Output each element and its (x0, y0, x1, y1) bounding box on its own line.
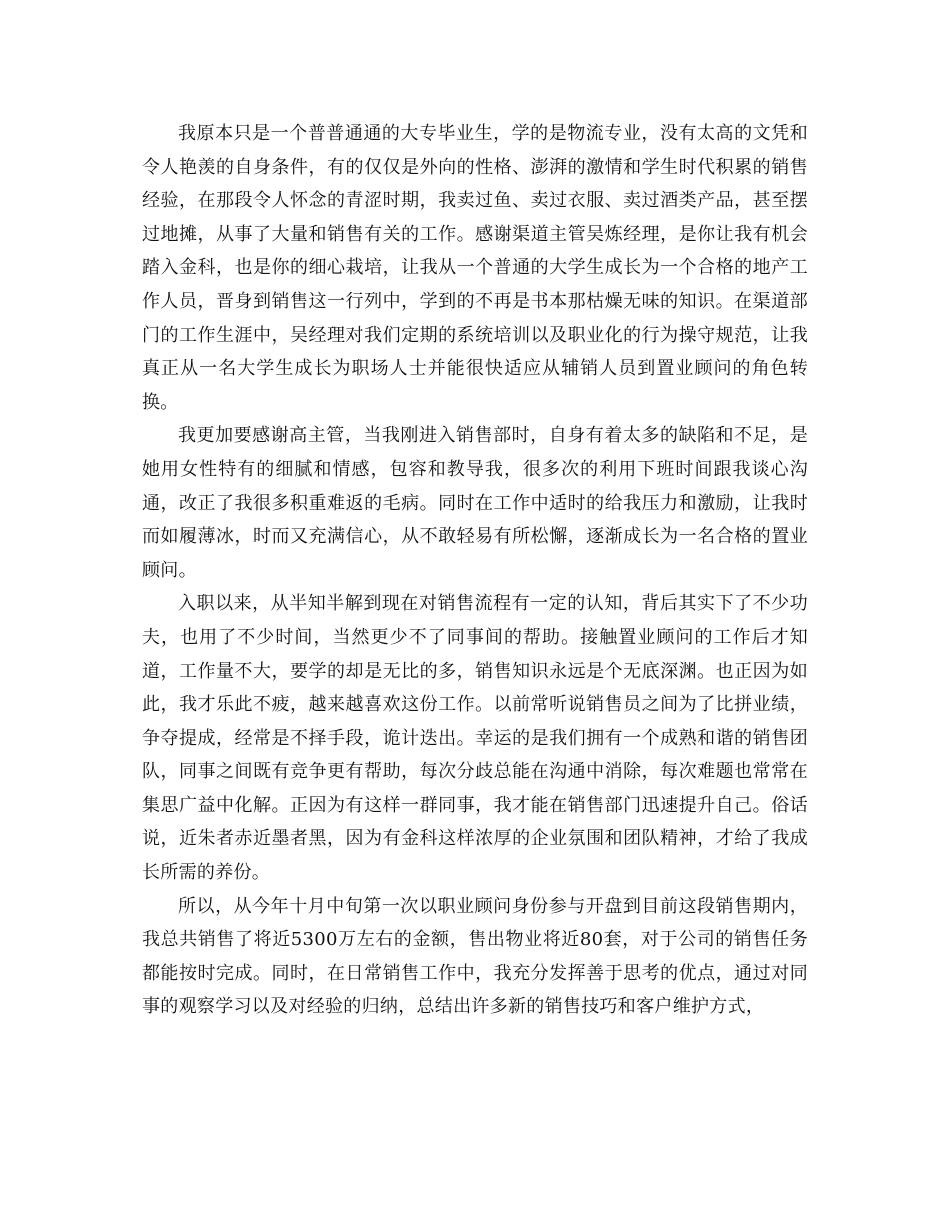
document-body (142, 117, 808, 1024)
paragraph-1: 我原本只是一个普普通通的大专毕业生，学的是物流专业，没有太高的文凭和令人艳羡的自身条件，有的仅仅是外向的性格、澎湃的激情和学生时代积累的销售经验，在那段令人怀念的青涩时期，我卖过鱼、卖过衣服、卖过酒类产品，甚至摆过地摊，从事了大量和销售有关的工作。感谢渠道主管吴炼经理，是你让我有机会踏入金科，也是你的细心栽培，让我从一个普通的大学生成长为一个合格的地产工作人员，晋身到销售这一行列中，学到的不再是书本那枯燥无味的知识。在渠道部门的工作生涯中，吴经理对我们定期的系统培训以及职业化的行为操守规范，让我真正从一名大学生成长为职场人士并能很快适应从辅销人员到置业顾问的角色转换。 (142, 123, 808, 413)
paragraph-4: 所以，从今年十月中旬第一次以职业顾问身份参与开盘到目前这段销售期内，我总共销售了将近5300万左右的金额，售出物业将近80套，对于公司的销售任务都能按时完成。同时，在日常销售工作中，我充分发挥善于思考的优点，通过对同事的观察学习以及对经验的归纳，总结出许多新的销售技巧和客户维护方式， (142, 895, 808, 1018)
paragraph-3: 入职以来，从半知半解到现在对销售流程有一定的认知，背后其实下了不少功夫，也用了不少时间，当然更少不了同事间的帮助。接触置业顾问的工作后才知道，工作量不大，要学的却是无比的多，销售知识永远是个无底深渊。也正因为如此，我才乐此不疲，越来越喜欢这份工作。以前常听说销售员之间为了比拼业绩，争夺提成，经常是不择手段，诡计迭出。幸运的是我们拥有一个成熟和谐的销售团队，同事之间既有竞争更有帮助，每次分歧总能在沟通中消除，每次难题也常常在集思广益中化解。正因为有这样一群同事，我才能在销售部门迅速提升自己。俗话说，近朱者赤近墨者黑，因为有金科这样浓厚的企业氛围和团队精神，才给了我成长所需的养份。 (142, 593, 808, 884)
paragraph-2: 我更加要感谢高主管，当我刚进入销售部时，自身有着太多的缺陷和不足，是她用女性特有的细腻和情感，包容和教导我，很多次的利用下班时间跟我谈心沟通，改正了我很多积重难返的毛病。同时在工作中适时的给我压力和激励，让我时而如履薄冰，时而又充满信心，从不敢轻易有所松懈，逐渐成长为一名合格的置业顾问。 (142, 425, 808, 581)
